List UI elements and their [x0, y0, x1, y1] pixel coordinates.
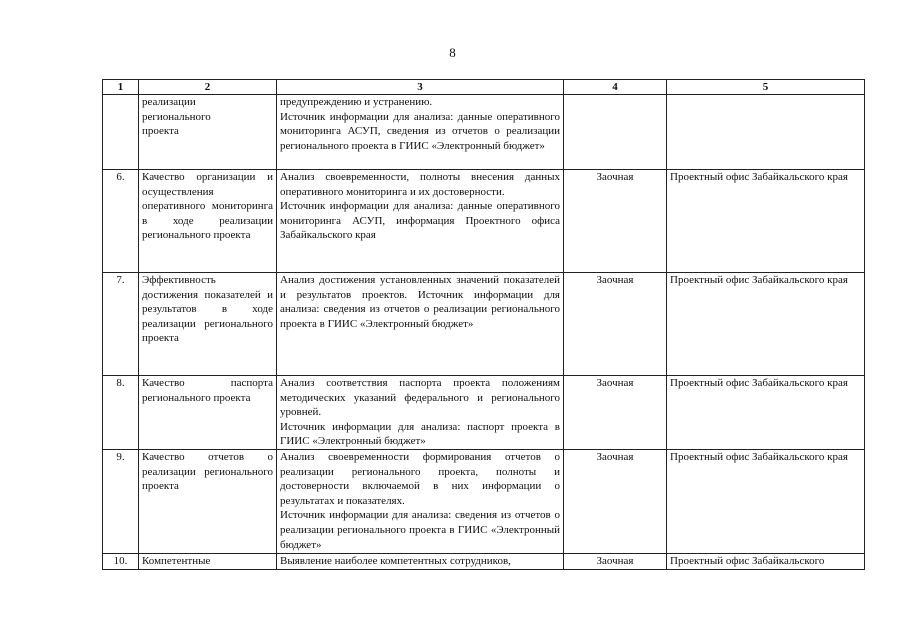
description-paragraph: Источник информации для анализа: данные оперативного мониторинга АСУП, информация Проектного офиса Забайкальского края [280, 200, 560, 242]
description-cell [277, 450, 564, 554]
description-cell [277, 273, 564, 376]
table-row-continuation [103, 95, 865, 170]
criterion-name-cell [139, 95, 277, 170]
description-paragraph: Анализ соответствия паспорта проекта положениям методических указаний федерального и регионального уровней. [280, 377, 560, 419]
description-paragraph: Источник информации для анализа: паспорт проекта в ГИИС «Электронный бюджет» [280, 420, 560, 448]
description-cell [277, 376, 564, 450]
description-paragraph: Источник информации для анализа: сведения из отчетов о реализации регионального проекта в ГИИС «Электронный бюджет» [280, 509, 560, 551]
table-row [103, 554, 865, 570]
form-cell [564, 95, 667, 170]
criterion-name-line: реализации [142, 96, 196, 108]
description-cell [277, 95, 564, 170]
description-paragraph: Выявление наиболее компетентных сотрудников, [280, 555, 511, 567]
criterion-name-cell: Компетентные [139, 554, 277, 570]
responsible-cell: Проектный офис Забайкальского края [667, 376, 865, 450]
row-number-cell: 6. [103, 170, 139, 273]
header-cell-2: 2 [139, 80, 277, 95]
form-cell: Заочная [564, 376, 667, 450]
row-number-cell [103, 95, 139, 170]
table-row [103, 450, 865, 554]
form-cell: Заочная [564, 554, 667, 570]
row-number-cell: 8. [103, 376, 139, 450]
evaluation-criteria-table [102, 79, 865, 570]
form-cell: Заочная [564, 450, 667, 554]
table-row [103, 376, 865, 450]
responsible-cell [667, 95, 865, 170]
responsible-cell: Проектный офис Забайкальского края [667, 450, 865, 554]
table-row [103, 170, 865, 273]
header-cell-5: 5 [667, 80, 865, 95]
responsible-cell: Проектный офис Забайкальского [667, 554, 865, 570]
row-number-cell: 10. [103, 554, 139, 570]
description-cell [277, 554, 564, 570]
header-cell-3: 3 [277, 80, 564, 95]
header-cell-4: 4 [564, 80, 667, 95]
description-cell [277, 170, 564, 273]
table-header-row [103, 80, 865, 95]
row-number-cell: 9. [103, 450, 139, 554]
description-paragraph: Источник информации для анализа: данные оперативного мониторинга АСУП, сведения из отчетов о реализации регионального проекта в ГИИС «Электронный бюджет» [280, 110, 560, 152]
table-row [103, 273, 865, 376]
form-cell: Заочная [564, 170, 667, 273]
page-number: 8 [449, 45, 456, 60]
criterion-name-cell: Эффективность достижения показателей и результатов в ходе реализации регионального проекта [139, 273, 277, 376]
description-paragraph: Анализ своевременности формирования отчетов о реализации регионального проекта, полноты и достоверности включаемой в них информации о результатах и показателях. [280, 451, 560, 507]
criterion-name-cell: Качество паспорта регионального проекта [139, 376, 277, 450]
row-number-cell: 7. [103, 273, 139, 376]
description-paragraph: Анализ своевременности, полноты внесения данных оперативного мониторинга и их достоверности. [280, 171, 560, 198]
criterion-name-cell: Качество организации и осуществления оперативного мониторинга в ходе реализации регионального проекта [139, 170, 277, 273]
form-cell: Заочная [564, 273, 667, 376]
criterion-name-line: проекта [142, 125, 179, 138]
description-paragraph: Анализ достижения установленных значений показателей и результатов проектов. Источник информации для анализа: сведения из отчетов о реализации регионального проекта в ГИИС «Электронный бюджет» [280, 274, 560, 330]
description-paragraph: предупреждению и устранению. [280, 96, 433, 108]
header-cell-1: 1 [103, 80, 139, 95]
responsible-cell: Проектный офис Забайкальского края [667, 273, 865, 376]
criterion-name-cell: Качество отчетов о реализации регионального проекта [139, 450, 277, 554]
responsible-cell: Проектный офис Забайкальского края [667, 170, 865, 273]
criterion-name-line: регионального [142, 110, 211, 123]
